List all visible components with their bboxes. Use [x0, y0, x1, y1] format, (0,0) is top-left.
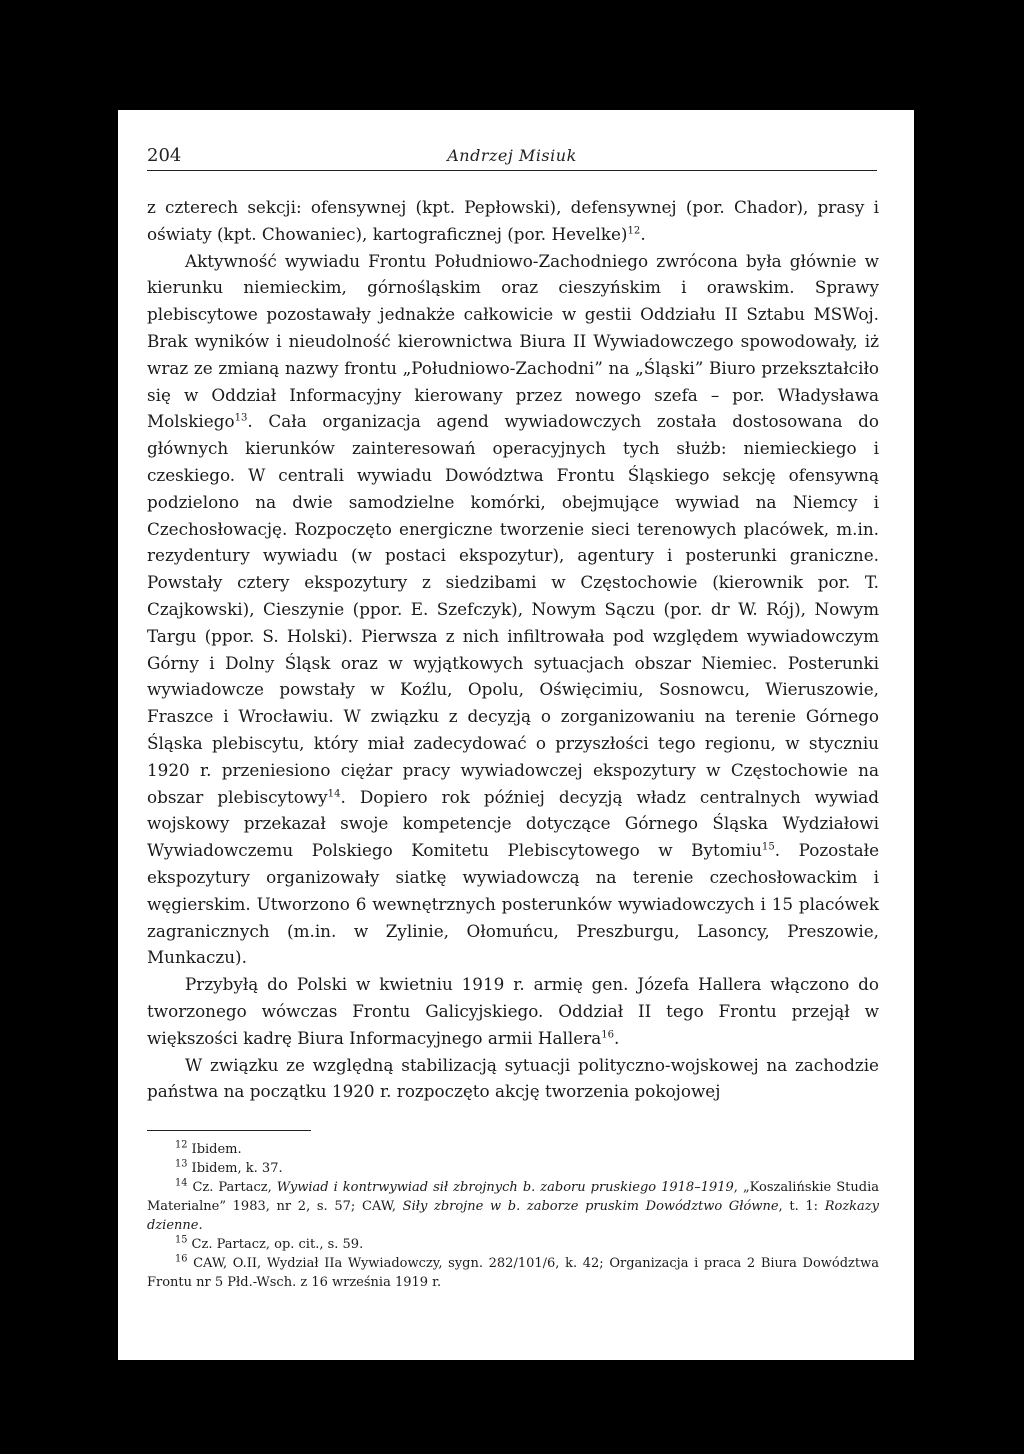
- paragraph-1: z czterech sekcji: ofensywnej (kpt. Pepłowski), defensywnej (por. Chador), prasy i oświaty (kpt. Chowaniec), kartograficznej (por. Hevelke)$^{12}$.: [147, 197, 879, 244]
- footnote-ref-15: 15: [761, 841, 775, 853]
- paragraph-3: Przybyłą do Polski w kwietniu 1919 r. armię gen. Józefa Hallera włączono do tworzonego wówczas Frontu Galicyjskiego. Oddział II tego Frontu przejął w większości kadrę Biura Informacyjnego armii Hallera$^{16}$.: [147, 974, 879, 1048]
- footnote-12: $^{12}$ Ibidem.: [175, 1139, 242, 1157]
- paragraph-2: Aktywność wywiadu Frontu Południowo-Zachodniego zwrócona była głównie w kierunku niemieckim, górnośląskim oraz cieszyńskim i orawskim. Sprawy plebiscytowe pozostawały jednakże całkowicie w gestii Oddziału II Sztabu MSWoj. Brak wyników i nieudolność kierownictwa Biura II Wywiadowczego spowodowały, iż wraz ze zmianą nazwy frontu „Południowo-Zachodni” na „Śląski” Biuro przekształciło się w Oddział Informacyjny kierowany przez nowego szefa – por. Władysława Molskiego$^{13}$. Cała organizacja agend wywiadowczych została dostosowana do głównych kierunków zainteresowań operacyjnych tych służb: niemieckiego i czeskiego. W centrali wywiadu Dowództwa Frontu Śląskiego sekcję ofensywną podzielono na dwie samodzielne komórki, obejmujące wywiad na Niemcy i Czechosłowację. Rozpoczęto energiczne tworzenie sieci terenowych placówek, m.in. rezydentury wywiadu (w postaci ekspozytur), agentury i posterunki graniczne. Powstały cztery ekspozytury z siedzibami w Częstochowie (kierownik por. T. Czajkowski), Cieszynie (ppor. E. Szefczyk), Nowym Sączu (por. dr W. Rój), Nowym Targu (ppor. S. Holski). Pierwsza z nich infiltrowała pod względem wywiadowczym Górny i Dolny Śląsk oraz w wyjątkowych sytuacjach obszar Niemiec. Posterunki wywiadowcze powstały w Koźlu, Opolu, Oświęcimiu, Sosnowcu, Wieruszowie, Fraszce i Wrocławiu. W związku z decyzją o zorganizowaniu na terenie Górnego Śląska plebiscytu, który miał zadecydować o przyszłości tego regionu, w styczniu 1920 r. przeniesiono ciężar pracy wywiadowczej ekspozytury w Częstochowie na obszar plebiscytowy$^{14}$. Dopiero rok później decyzją władz centralnych wywiad wojskowy przekazał swoje kompetencje dotyczące Górnego Śląska Wydziałowi Wywiadowczemu Polskiego Komitetu Plebiscytowego w Bytomiu$^{15}$. Pozostałe ekspozytury organizowały siatkę wywiadowczą na terenie czechosłowackim i węgierskim. Utworzono 6 wewnętrznych posterunków wywiadowczych i 15 placówek zagranicznych (m.in. w Zylinie, Ołomuńcu, Preszburgu, Lasoncy, Preszowie, Munkaczu).: [147, 250, 880, 968]
- body-text: [147, 194, 879, 1105]
- footnote-ref-13: 13: [234, 412, 248, 424]
- footnotes: [147, 1140, 879, 1292]
- footnote-separator: [147, 1130, 311, 1131]
- paragraph-4: W związku ze względną stabilizacją sytuacji polityczno-wojskowej na zachodzie państwa na początku 1920 r. rozpoczęto akcję tworzenia pokojowej: [147, 1054, 879, 1102]
- running-head-author: Andrzej Misiuk: [447, 146, 577, 165]
- document-page: [118, 110, 914, 1360]
- footnote-ref-16: 16: [601, 1029, 615, 1041]
- footnote-16: $^{16}$ CAW, O.II, Wydział IIa Wywiadowczy, sygn. 282/101/6, k. 42; Organizacja i praca 2 Biura Dowództwa Frontu nr 5 Płd.-Wsch. z 16 września 1919 r.: [147, 1253, 879, 1290]
- page-number: 204: [147, 145, 182, 166]
- page-header: [147, 144, 877, 171]
- footnote-15: $^{15}$ Cz. Partacz, op. cit., s. 59.: [175, 1234, 364, 1252]
- footnote-14: $^{14}$ Cz. Partacz, Wywiad i kontrwywiad sił zbrojnych b. zaboru pruskiego 1918–1919, „Koszalińskie Studia Materialne” 1983, nr 2, s. 57; CAW, Siły zbrojne w b. zaborze pruskim Dowództwo Główne, t. 1: Rozkazy dzienne.: [147, 1177, 880, 1233]
- footnote-ref-14: 14: [327, 787, 341, 799]
- footnote-ref-12: 12: [627, 225, 641, 237]
- footnote-13: $^{13}$ Ibidem, k. 37.: [175, 1158, 283, 1176]
